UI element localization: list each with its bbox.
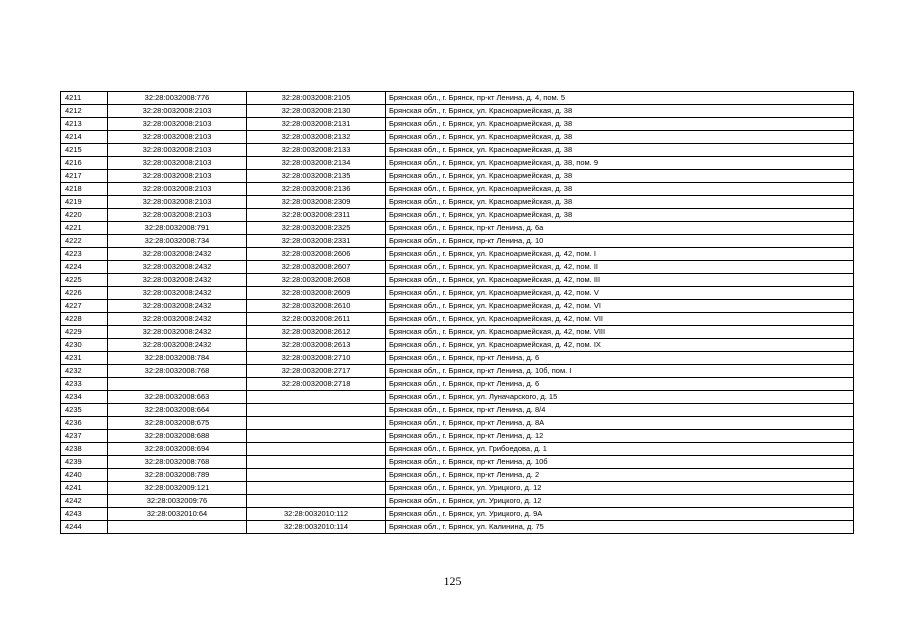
cadastral-number-cell: 32:28:0032008:2432 [108,248,247,261]
row-number-cell: 4228 [61,313,108,326]
table-row [61,92,854,105]
address-cell: Брянская обл., г. Брянск, ул. Красноармейская, д. 38 [386,144,854,157]
cadastral-number-cell: 32:28:0032008:2432 [108,261,247,274]
row-number-cell: 4237 [61,430,108,443]
object-cadastral-number-cell: 32:28:0032008:2325 [247,222,386,235]
row-number-cell: 4216 [61,157,108,170]
address-cell: Брянская обл., г. Брянск, ул. Красноармейская, д. 38 [386,118,854,131]
row-number-cell: 4242 [61,495,108,508]
object-cadastral-number-cell: 32:28:0032008:2131 [247,118,386,131]
row-number-cell: 4217 [61,170,108,183]
cadastral-number-cell: 32:28:0032008:789 [108,469,247,482]
object-cadastral-number-cell: 32:28:0032008:2610 [247,300,386,313]
address-cell: Брянская обл., г. Брянск, ул. Красноармейская, д. 38 [386,105,854,118]
table-row [61,105,854,118]
table-row [61,326,854,339]
table-row [61,417,854,430]
object-cadastral-number-cell: 32:28:0032008:2606 [247,248,386,261]
address-cell: Брянская обл., г. Брянск, пр-кт Ленина, д. 10б, пом. I [386,365,854,378]
page-number: 125 [443,574,462,588]
row-number-cell: 4240 [61,469,108,482]
row-number-cell: 4235 [61,404,108,417]
table-row [61,482,854,495]
address-cell: Брянская обл., г. Брянск, ул. Красноармейская, д. 38 [386,170,854,183]
cadastral-number-cell: 32:28:0032008:2103 [108,157,247,170]
row-number-cell: 4224 [61,261,108,274]
address-cell: Брянская обл., г. Брянск, ул. Красноармейская, д. 38 [386,196,854,209]
table-row [61,313,854,326]
row-number-cell: 4241 [61,482,108,495]
table-row [61,144,854,157]
address-cell: Брянская обл., г. Брянск, ул. Красноармейская, д. 38 [386,183,854,196]
table-row [61,365,854,378]
address-cell: Брянская обл., г. Брянск, пр-кт Ленина, д. 10б [386,456,854,469]
object-cadastral-number-cell: 32:28:0032008:2331 [247,235,386,248]
row-number-cell: 4243 [61,508,108,521]
object-cadastral-number-cell: 32:28:0032008:2718 [247,378,386,391]
address-cell: Брянская обл., г. Брянск, ул. Урицкого, д. 9А [386,508,854,521]
cadastral-number-cell: 32:28:0032008:2432 [108,287,247,300]
address-cell: Брянская обл., г. Брянск, ул. Красноармейская, д. 42, пом. III [386,274,854,287]
address-cell: Брянская обл., г. Брянск, ул. Красноармейская, д. 42, пом. V [386,287,854,300]
table-row [61,391,854,404]
table-row [61,352,854,365]
table-row [61,469,854,482]
address-cell: Брянская обл., г. Брянск, пр-кт Ленина, д. 6а [386,222,854,235]
row-number-cell: 4215 [61,144,108,157]
table-row [61,274,854,287]
address-cell: Брянская обл., г. Брянск, пр-кт Ленина, д. 6 [386,378,854,391]
cadastral-number-cell: 32:28:0032008:2432 [108,313,247,326]
address-cell: Брянская обл., г. Брянск, ул. Красноармейская, д. 42, пом. VI [386,300,854,313]
row-number-cell: 4225 [61,274,108,287]
row-number-cell: 4219 [61,196,108,209]
row-number-cell: 4222 [61,235,108,248]
row-number-cell: 4211 [61,92,108,105]
object-cadastral-number-cell: 32:28:0032008:2612 [247,326,386,339]
table-row [61,339,854,352]
row-number-cell: 4212 [61,105,108,118]
cadastral-number-cell: 32:28:0032008:768 [108,456,247,469]
row-number-cell: 4214 [61,131,108,144]
cadastral-number-cell: 32:28:0032008:2103 [108,196,247,209]
cadastral-number-cell: 32:28:0032008:2103 [108,209,247,222]
cadastral-number-cell: 32:28:0032008:2103 [108,183,247,196]
address-cell: Брянская обл., г. Брянск, ул. Красноармейская, д. 38 [386,131,854,144]
table-row [61,378,854,391]
table-row [61,196,854,209]
table-row [61,183,854,196]
cadastral-number-cell: 32:28:0032010:64 [108,508,247,521]
object-cadastral-number-cell: 32:28:0032010:112 [247,508,386,521]
row-number-cell: 4220 [61,209,108,222]
table-row [61,287,854,300]
row-number-cell: 4238 [61,443,108,456]
cadastral-number-cell: 32:28:0032008:664 [108,404,247,417]
table-row [61,235,854,248]
object-cadastral-number-cell: 32:28:0032008:2710 [247,352,386,365]
cadastral-number-cell: 32:28:0032008:2103 [108,105,247,118]
table-row [61,404,854,417]
row-number-cell: 4239 [61,456,108,469]
cadastral-number-cell: 32:28:0032008:2103 [108,170,247,183]
address-cell: Брянская обл., г. Брянск, пр-кт Ленина, д. 2 [386,469,854,482]
cadastral-number-cell: 32:28:0032008:688 [108,430,247,443]
object-cadastral-number-cell [247,443,386,456]
cadastral-number-cell: 32:28:0032008:2103 [108,144,247,157]
address-cell: Брянская обл., г. Брянск, пр-кт Ленина, д. 4, пом. 5 [386,92,854,105]
object-cadastral-number-cell: 32:28:0032008:2134 [247,157,386,170]
row-number-cell: 4221 [61,222,108,235]
address-cell: Брянская обл., г. Брянск, ул. Луначарского, д. 15 [386,391,854,404]
row-number-cell: 4213 [61,118,108,131]
address-cell: Брянская обл., г. Брянск, ул. Калинина, д. 75 [386,521,854,534]
address-cell: Брянская обл., г. Брянск, ул. Урицкого, д. 12 [386,482,854,495]
object-cadastral-number-cell: 32:28:0032008:2717 [247,365,386,378]
row-number-cell: 4234 [61,391,108,404]
table-row [61,248,854,261]
table-row [61,443,854,456]
object-cadastral-number-cell: 32:28:0032008:2607 [247,261,386,274]
cadastral-number-cell: 32:28:0032009:76 [108,495,247,508]
cadastral-number-cell: 32:28:0032008:784 [108,352,247,365]
object-cadastral-number-cell: 32:28:0032008:2611 [247,313,386,326]
object-cadastral-number-cell [247,469,386,482]
row-number-cell: 4244 [61,521,108,534]
cadastral-number-cell [108,378,247,391]
address-cell: Брянская обл., г. Брянск, ул. Грибоедова, д. 1 [386,443,854,456]
table-row [61,157,854,170]
object-cadastral-number-cell [247,456,386,469]
object-cadastral-number-cell [247,495,386,508]
row-number-cell: 4232 [61,365,108,378]
cadastral-number-cell: 32:28:0032008:768 [108,365,247,378]
address-cell: Брянская обл., г. Брянск, ул. Красноармейская, д. 42, пом. VIII [386,326,854,339]
table-row [61,300,854,313]
address-cell: Брянская обл., г. Брянск, ул. Красноармейская, д. 42, пом. II [386,261,854,274]
object-cadastral-number-cell [247,391,386,404]
row-number-cell: 4223 [61,248,108,261]
address-cell: Брянская обл., г. Брянск, ул. Урицкого, д. 12 [386,495,854,508]
register-table [60,91,854,534]
address-cell: Брянская обл., г. Брянск, ул. Красноармейская, д. 42, пом. VII [386,313,854,326]
object-cadastral-number-cell: 32:28:0032008:2136 [247,183,386,196]
register-table-body [61,92,854,534]
table-row [61,209,854,222]
object-cadastral-number-cell: 32:28:0032010:114 [247,521,386,534]
object-cadastral-number-cell: 32:28:0032008:2133 [247,144,386,157]
table-row [61,261,854,274]
row-number-cell: 4236 [61,417,108,430]
object-cadastral-number-cell: 32:28:0032008:2132 [247,131,386,144]
cadastral-number-cell: 32:28:0032008:776 [108,92,247,105]
cadastral-number-cell: 32:28:0032008:694 [108,443,247,456]
object-cadastral-number-cell: 32:28:0032008:2130 [247,105,386,118]
table-row [61,118,854,131]
object-cadastral-number-cell [247,417,386,430]
cadastral-number-cell: 32:28:0032008:2432 [108,300,247,313]
object-cadastral-number-cell: 32:28:0032008:2309 [247,196,386,209]
object-cadastral-number-cell: 32:28:0032008:2135 [247,170,386,183]
address-cell: Брянская обл., г. Брянск, пр-кт Ленина, д. 10 [386,235,854,248]
cadastral-number-cell: 32:28:0032008:2103 [108,131,247,144]
table-row [61,456,854,469]
object-cadastral-number-cell [247,404,386,417]
address-cell: Брянская обл., г. Брянск, пр-кт Ленина, д. 8А [386,417,854,430]
cadastral-number-cell: 32:28:0032008:2103 [108,118,247,131]
address-cell: Брянская обл., г. Брянск, ул. Красноармейская, д. 42, пом. I [386,248,854,261]
address-cell: Брянская обл., г. Брянск, пр-кт Ленина, д. 12 [386,430,854,443]
cadastral-number-cell: 32:28:0032008:734 [108,235,247,248]
table-row [61,430,854,443]
table-row [61,222,854,235]
table-row [61,521,854,534]
row-number-cell: 4218 [61,183,108,196]
row-number-cell: 4227 [61,300,108,313]
object-cadastral-number-cell: 32:28:0032008:2311 [247,209,386,222]
address-cell: Брянская обл., г. Брянск, пр-кт Ленина, д. 8/4 [386,404,854,417]
cadastral-number-cell: 32:28:0032008:2432 [108,274,247,287]
cadastral-number-cell: 32:28:0032008:663 [108,391,247,404]
table-row [61,508,854,521]
object-cadastral-number-cell: 32:28:0032008:2105 [247,92,386,105]
cadastral-number-cell: 32:28:0032008:675 [108,417,247,430]
object-cadastral-number-cell: 32:28:0032008:2613 [247,339,386,352]
address-cell: Брянская обл., г. Брянск, ул. Красноармейская, д. 38, пом. 9 [386,157,854,170]
cadastral-number-cell [108,521,247,534]
address-cell: Брянская обл., г. Брянск, ул. Красноармейская, д. 38 [386,209,854,222]
object-cadastral-number-cell: 32:28:0032008:2609 [247,287,386,300]
cadastral-number-cell: 32:28:0032008:2432 [108,326,247,339]
row-number-cell: 4226 [61,287,108,300]
address-cell: Брянская обл., г. Брянск, пр-кт Ленина, д. 6 [386,352,854,365]
object-cadastral-number-cell [247,482,386,495]
table-row [61,131,854,144]
table-row [61,495,854,508]
cadastral-number-cell: 32:28:0032008:2432 [108,339,247,352]
cadastral-number-cell: 32:28:0032008:791 [108,222,247,235]
object-cadastral-number-cell: 32:28:0032008:2608 [247,274,386,287]
row-number-cell: 4230 [61,339,108,352]
address-cell: Брянская обл., г. Брянск, ул. Красноармейская, д. 42, пом. IX [386,339,854,352]
row-number-cell: 4229 [61,326,108,339]
table-row [61,170,854,183]
object-cadastral-number-cell [247,430,386,443]
cadastral-number-cell: 32:28:0032009:121 [108,482,247,495]
row-number-cell: 4233 [61,378,108,391]
row-number-cell: 4231 [61,352,108,365]
